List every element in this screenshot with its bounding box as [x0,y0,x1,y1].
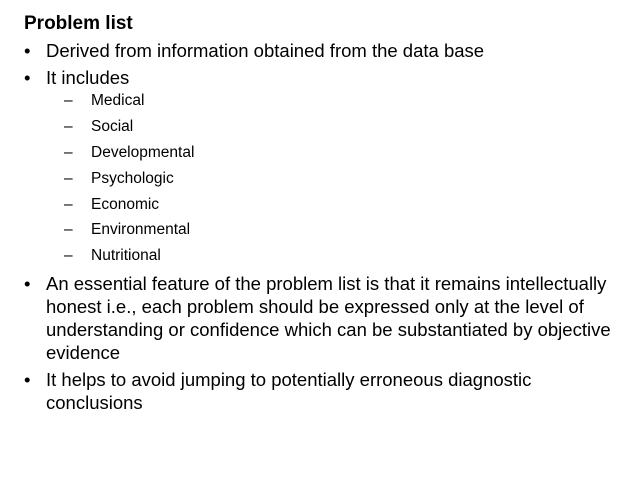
sub-list-item [64,143,620,164]
bullet-item [24,272,620,364]
sub-item-text: Social [91,117,134,135]
sub-item-text: Environmental [91,221,191,239]
bullet-marker: • [24,369,31,391]
slide-title: Problem list [24,13,133,34]
dash-marker: – [64,169,73,187]
sub-list [64,91,620,267]
dash-marker: – [64,92,73,109]
bullet-text: It includes [46,67,130,88]
sub-item-text: Economic [91,195,160,213]
sub-item-text: Medical [91,92,145,109]
bullet-marker: • [24,67,31,88]
sub-item-text: Psychologic [91,169,174,187]
bullet-item [24,66,620,267]
bullet-marker: • [24,40,31,61]
dash-marker: – [64,117,73,135]
sub-item-text: Developmental [91,143,195,161]
dash-marker: – [64,195,73,213]
sub-list-item [64,220,620,241]
sub-item-text: Nutritional [91,247,161,265]
sub-list-item [64,195,620,216]
bullet-text: It helps to avoid jumping to potentially erroneous diagnostic conclusions [46,369,532,414]
sub-list-item [64,246,620,267]
bullet-item [24,39,620,62]
sub-list-item [64,169,620,190]
dash-marker: – [64,247,73,265]
bullet-text: Derived from information obtained from the data base [46,40,485,61]
sub-list-item [64,91,620,112]
bullet-item [24,368,620,414]
bullet-text: An essential feature of the problem list is that it remains intellectually honest i.e., each problem should be expressed only at the level of understanding or confidence which can be substantiated by objective evidence [46,273,611,364]
bullet-marker: • [24,273,31,295]
dash-marker: – [64,143,73,161]
bullet-list [24,39,620,414]
sub-list-item [64,117,620,138]
dash-marker: – [64,221,73,239]
